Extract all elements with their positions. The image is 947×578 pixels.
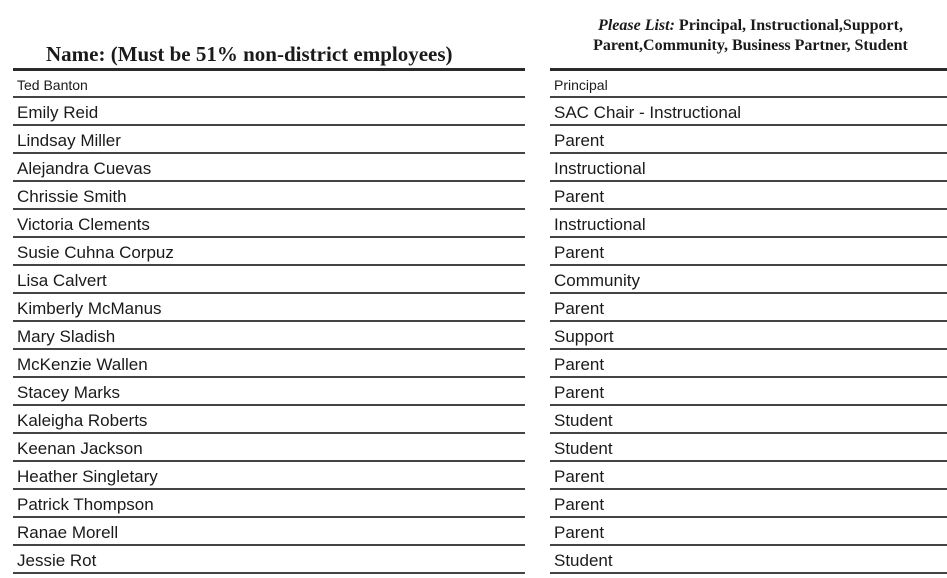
role-column-top-rule bbox=[550, 68, 947, 71]
member-name-cell: Mary Sladish bbox=[13, 324, 525, 350]
member-name-cell: Jessie Rot bbox=[13, 548, 525, 574]
member-name-cell: Keenan Jackson bbox=[13, 436, 525, 462]
role-header-prefix: Please List: bbox=[598, 17, 675, 34]
member-role-cell: Parent bbox=[550, 352, 947, 378]
member-name-cell: Ted Banton bbox=[13, 72, 525, 98]
member-role-cell: Parent bbox=[550, 520, 947, 546]
member-name-cell: Patrick Thompson bbox=[13, 492, 525, 518]
member-name-cell: Kaleigha Roberts bbox=[13, 408, 525, 434]
member-name-cell: McKenzie Wallen bbox=[13, 352, 525, 378]
member-role-cell: Parent bbox=[550, 380, 947, 406]
member-name-cell: Heather Singletary bbox=[13, 464, 525, 490]
member-name-cell: Susie Cuhna Corpuz bbox=[13, 240, 525, 266]
name-column-top-rule bbox=[13, 68, 525, 71]
member-role-cell: Parent bbox=[550, 296, 947, 322]
member-role-cell: Community bbox=[550, 268, 947, 294]
member-name-list bbox=[13, 72, 525, 576]
member-name-cell: Ranae Morell bbox=[13, 520, 525, 546]
member-role-cell: Parent bbox=[550, 492, 947, 518]
member-role-cell: Instructional bbox=[550, 156, 947, 182]
member-role-cell: Support bbox=[550, 324, 947, 350]
member-name-cell: Emily Reid bbox=[13, 100, 525, 126]
member-role-cell: Student bbox=[550, 408, 947, 434]
member-role-cell: Instructional bbox=[550, 212, 947, 238]
member-name-cell: Lisa Calvert bbox=[13, 268, 525, 294]
member-role-cell: Student bbox=[550, 436, 947, 462]
member-name-cell: Kimberly McManus bbox=[13, 296, 525, 322]
member-role-cell: Principal bbox=[550, 72, 947, 98]
role-header-line2: Parent,Community, Business Partner, Student bbox=[593, 37, 908, 54]
member-name-cell: Chrissie Smith bbox=[13, 184, 525, 210]
member-role-cell: Parent bbox=[550, 464, 947, 490]
name-column-header: Name: (Must be 51% non-district employees) bbox=[46, 42, 453, 66]
member-role-cell: SAC Chair - Instructional bbox=[550, 100, 947, 126]
member-name-cell: Stacey Marks bbox=[13, 380, 525, 406]
member-role-cell: Parent bbox=[550, 240, 947, 266]
member-role-cell: Student bbox=[550, 548, 947, 574]
member-name-cell: Lindsay Miller bbox=[13, 128, 525, 154]
role-column-header bbox=[554, 16, 947, 56]
member-role-list bbox=[550, 72, 947, 576]
member-name-cell: Victoria Clements bbox=[13, 212, 525, 238]
member-name-cell: Alejandra Cuevas bbox=[13, 156, 525, 182]
member-role-cell: Parent bbox=[550, 128, 947, 154]
member-role-cell: Parent bbox=[550, 184, 947, 210]
role-header-line1: Principal, Instructional,Support, bbox=[674, 17, 903, 34]
